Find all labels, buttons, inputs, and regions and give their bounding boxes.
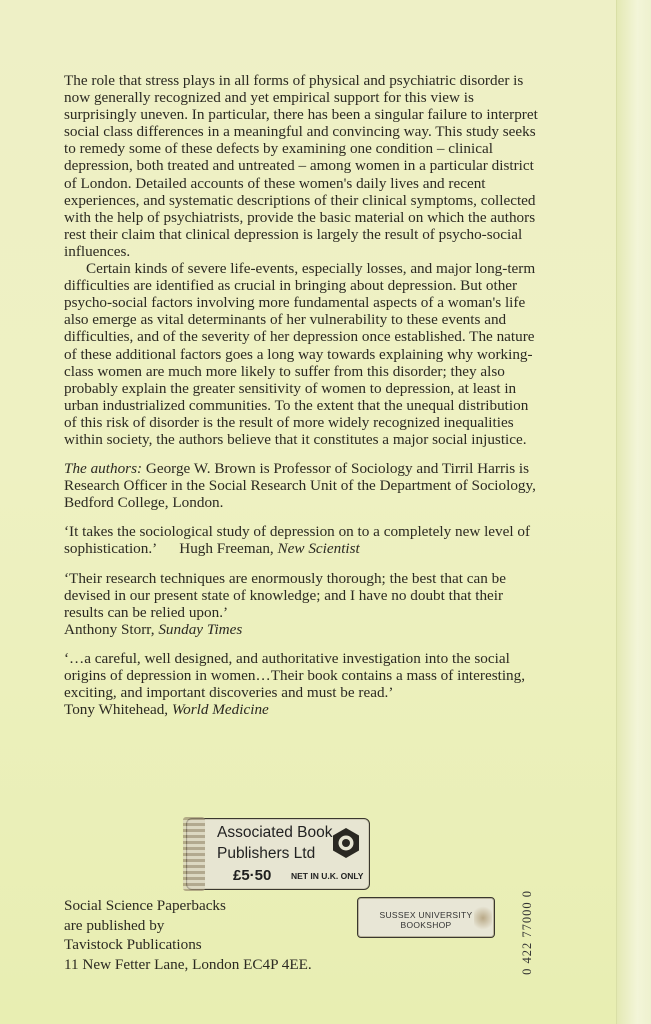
sticker-tear-mark [183, 817, 205, 891]
review-quote-1 [64, 523, 542, 557]
publisher-logo-icon [330, 827, 362, 859]
authors-text: George W. Brown is Professor of Sociology and Tirril Harris is Research Officer in the Social Research Unit of the Department of Sociology, Bedford College, London. [64, 460, 536, 512]
quote-source: New Scientist [277, 540, 360, 558]
review-quote-3 [64, 650, 542, 718]
quote-attribution [179, 540, 360, 557]
quote-text: ‘It takes the sociological study of depression on to a completely new level of sophistication.’ [64, 523, 531, 558]
authors-label: The authors: [64, 460, 143, 478]
blurb-paragraph-1: The role that stress plays in all forms of physical and psychiatric disorder is now generally recognized and yet empirical support for this view is surprisingly uneven. In particular, there has been a singular failure to interpret social class differences in a meaningful and convincing way. This study seeks to remedy some of these defects by examining one condition – clinical depression, both treated and untreated – among women in a particular district of London. Detailed accounts of these women's daily lives and recent experiences, and systematic descriptions of their clinical symptoms, collected with the help of psychiatrists, provide the basic material on which the authors rest their claim that clinical depression is largely the result of psycho-social influences. [64, 72, 538, 260]
quote-attribution [64, 701, 269, 718]
quote-author: Tony Whitehead, [64, 701, 169, 719]
price-sticker-publisher-line2: Publishers Ltd [217, 845, 316, 862]
quote-author: Anthony Storr, [64, 620, 155, 638]
blurb-paragraph-2: Certain kinds of severe life-events, especially losses, and major long-term difficulties are identified as crucial in bringing about depression. But other psycho-social factors involving more fundamental aspects of a woman's life also emerge as vital determinants of her vulnerability to these events and difficulties, and of the severity of her depression once established. The nature of these additional factors goes a long way towards explaining why working-class women are much more likely to suffer from this disorder; they also probably explain the greater sensitivity of women to depression, at least in urban industrialized communities. To the extent that the unequal distribution of this risk of disorder is the result of more widely recognized inequalities within society, the authors believe that it constitutes a major social injustice. [64, 260, 536, 448]
price-net-note: NET IN U.K. ONLY [291, 871, 364, 881]
publisher-line-3: Tavistock Publications [64, 936, 202, 954]
publisher-address: 11 New Fetter Lane, London EC4P 4EE. [64, 955, 312, 973]
quote-text: ‘…a careful, well designed, and authoritative investigation into the social origins of depression in women…Their book contains a mass of interesting, exciting, and important discoveries and must be read.’ [64, 649, 526, 702]
review-quote-2 [64, 570, 542, 638]
bookshop-sticker [357, 897, 495, 938]
quote-source: Sunday Times [158, 620, 243, 638]
price-label: £5·50 [233, 867, 272, 884]
bookshop-line-1: SUSSEX UNIVERSITY [379, 910, 473, 920]
price-sticker-publisher-line1: Associated Book [217, 824, 333, 841]
price-sticker [186, 818, 370, 890]
publisher-info [64, 896, 364, 974]
bookshop-line-2: BOOKSHOP [400, 920, 452, 930]
quote-text: ‘Their research techniques are enormously thorough; the best that can be devised in our present state of knowledge; and I have no doubt that their results can be relied upon.’ [64, 569, 506, 621]
isbn-number: 0 422 77000 0 [520, 890, 534, 975]
quote-author: Hugh Freeman, [179, 540, 274, 558]
book-spine-edge [616, 0, 651, 1024]
authors-note [64, 460, 542, 511]
back-cover-text [64, 72, 542, 718]
publisher-line-1: Social Science Paperbacks [64, 897, 226, 914]
quote-source: World Medicine [171, 701, 269, 719]
publisher-line-2: are published by [64, 916, 165, 934]
